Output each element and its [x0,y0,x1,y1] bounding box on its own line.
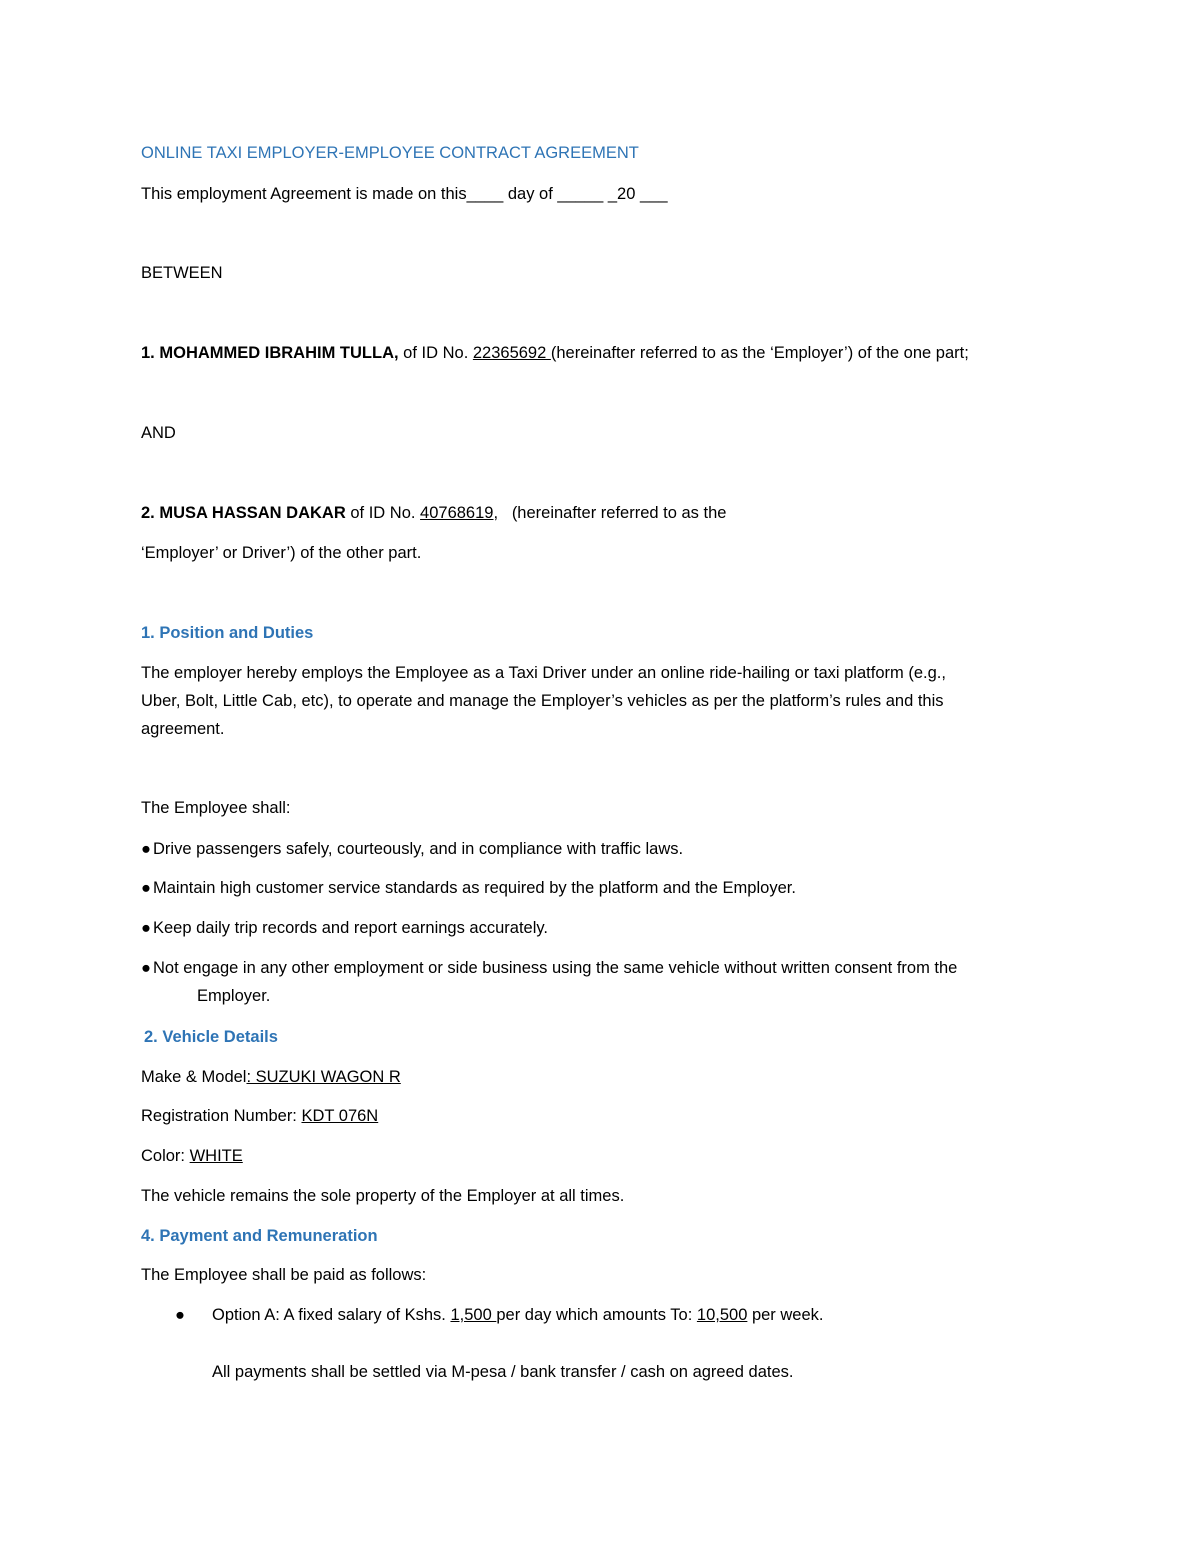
duty-bullet [141,957,957,979]
option-a-text: per week. [747,1306,824,1324]
duty-bullet [141,877,796,899]
duty-bullet [141,838,683,860]
party1-rest: (hereinafter referred to as the ‘Employer’) of the one part; [550,344,969,362]
registration-label: Registration Number: [141,1107,302,1125]
party1-id-number: 22365692 [472,344,551,362]
party2-name: MUSA HASSAN DAKAR [159,504,346,522]
party2-id-prefix: of ID No. [350,504,416,522]
party2-id-number: 40768619, [420,504,499,522]
party1-line [141,342,969,364]
intro-line: This employment Agreement is made on this____ day of _____ _20 ___ [141,185,668,203]
party2-line2: ‘Employer’ or Driver’) of the other part. [141,544,422,562]
color-label: Color: [141,1147,190,1165]
bullet-icon: ● [141,879,151,897]
duty-text-continued: Employer. [197,987,271,1005]
section4-heading: 4. Payment and Remuneration [141,1227,378,1245]
make-model-value: : SUZUKI WAGON R [246,1068,401,1086]
and-label: AND [141,424,176,442]
option-a-bullet [175,1304,824,1326]
party1-id-prefix: of ID No. [403,344,469,362]
section1-para-line: The employer hereby employs the Employee as a Taxi Driver under an online ride-hailing or taxi platform (e.g., [141,664,946,682]
shall-intro: The Employee shall: [141,799,291,817]
bullet-icon: ● [141,959,151,977]
section1-para-line: Uber, Bolt, Little Cab, etc), to operate and manage the Employer’s vehicles as per the platform’s rules and this [141,692,944,710]
daily-amount: 1,500 [450,1306,497,1324]
between-label: BETWEEN [141,264,223,282]
section2-heading: 2. Vehicle Details [144,1028,278,1046]
bullet-icon: ● [141,840,151,858]
document-title: ONLINE TAXI EMPLOYER-EMPLOYEE CONTRACT AGREEMENT [141,144,639,162]
color-value: WHITE [189,1147,243,1165]
section1-heading: 1. Position and Duties [141,624,314,642]
party2-rest: (hereinafter referred to as the [511,504,727,522]
payment-intro: The Employee shall be paid as follows: [141,1266,427,1284]
option-a-text: Option A: A fixed salary of Kshs. [212,1306,451,1324]
make-model-line [141,1066,401,1088]
duty-bullet [141,917,548,939]
duty-text: Maintain high customer service standards as required by the platform and the Employer. [153,879,796,897]
party2-line [141,502,726,524]
color-line [141,1145,243,1167]
section1-para-line: agreement. [141,720,225,738]
registration-value: KDT 076N [301,1107,379,1125]
registration-line [141,1105,378,1127]
duty-text: Not engage in any other employment or side business using the same vehicle without written consent from the [153,959,958,977]
duty-text: Keep daily trip records and report earnings accurately. [153,919,548,937]
settlement-note: All payments shall be settled via M-pesa / bank transfer / cash on agreed dates. [212,1363,794,1381]
party1-number: 1. [141,344,155,362]
party1-name: MOHAMMED IBRAHIM TULLA, [159,344,399,362]
duty-text: Drive passengers safely, courteously, and in compliance with traffic laws. [153,840,684,858]
bullet-icon: ● [141,919,151,937]
option-a-text: per day which amounts To: [496,1306,697,1324]
property-note: The vehicle remains the sole property of the Employer at all times. [141,1187,625,1205]
party2-number: 2. [141,504,155,522]
weekly-amount: 10,500 [696,1306,748,1324]
bullet-icon: ● [175,1306,185,1324]
make-model-label: Make & Model [141,1068,247,1086]
